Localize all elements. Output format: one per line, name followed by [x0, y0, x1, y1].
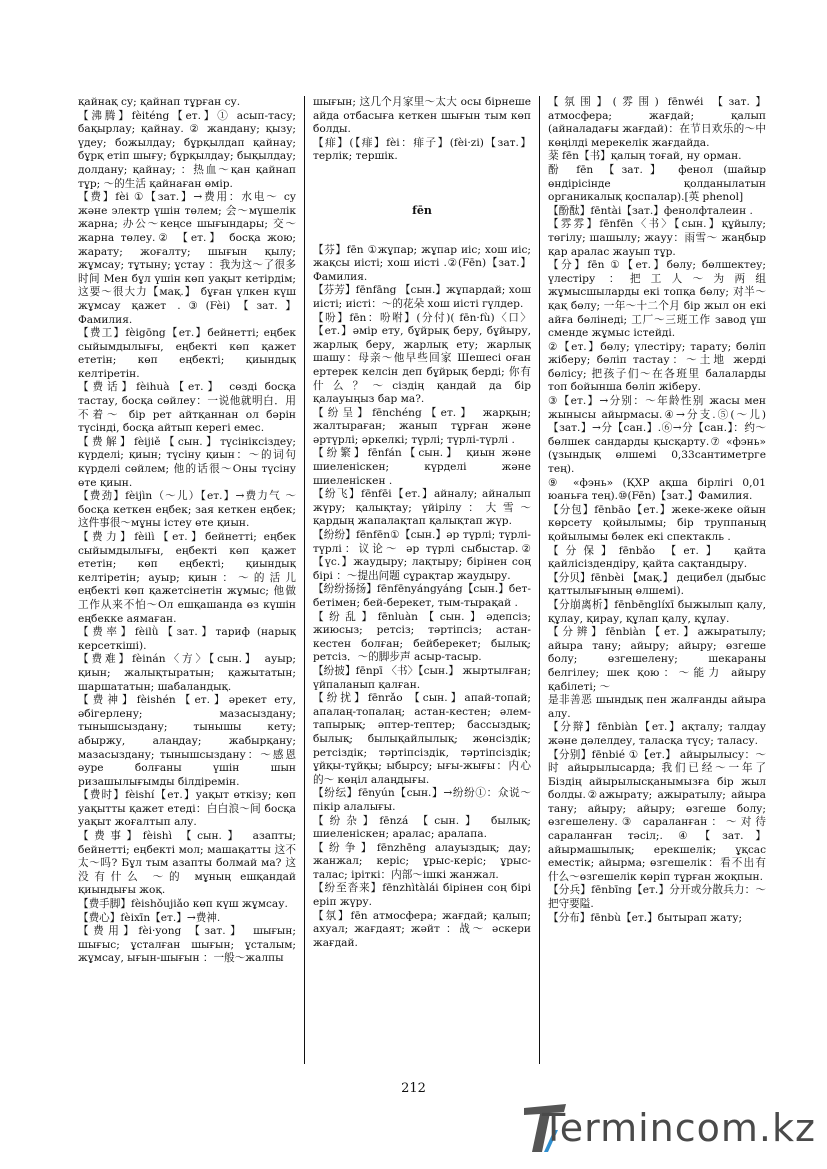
dictionary-entry: 【纷扰】fēnrǎo 【сын.】апай-топай; апалаң-топалаң; астан-кестен; әлем-тапырық; әптер-тептер; бассыздық; былық; былықайлылық; жөнсіздік; ретсіздік; тәртіпсіздік, тәртіпсіздік; ұйқы-тұйқы; ыбырсу; ығы-жығы：内心的～ көңіл алаңдығы.: [313, 692, 531, 786]
dictionary-entry: 【费手脚】fèishǒujiǎo көп күш жұмсау.: [78, 898, 288, 911]
dictionary-entry: ③【ет.】→分别：～年龄性别 жасы мен жынысы айырмасы.④→分支.⑤(～儿)【зат.】→分【сан.】.⑥→分【сан.】：约～ бөлшек сандарды қысқарту.⑦ «фэнь» (ұзындық өлшемі 0,33сантиметрге тең).: [548, 395, 766, 476]
dictionary-entry: 【分保】fēnbǎo 【ет.】 қайта қайлісіздендіру, қайта сақтандыру.: [548, 544, 766, 571]
page-number: 212: [401, 1081, 426, 1096]
dictionary-entry: 【芬】fēn ①жұпар; жұпар иіс; хош иіс; жақсы иісті; хош иісті .②(Fēn)【зат.】Фамилия.: [313, 243, 531, 283]
dictionary-entry: 【纷乱】fēnluàn【сын.】әдепсіз; жиюсыз; ретсіз; тәртіпсіз; астан-кестен болған; бейберекет; былық; ретсіз．～的脚步声 асыр-тасыр.: [313, 610, 531, 664]
column-separator: [539, 96, 540, 1064]
dictionary-entry: 【分别】fēnbié ①【ет.】 айырылысу：～时 айырылысарда; 我们已经～一年了 Біздің айырылысқанымызға бір жыл болды.②ажырату; ажыратылу; айыра тану; айыру; айыру; өзгеше болу; өзгешелену.③ сараланған：～对待 сараланған тәсіл;. ④【зат.】 айырмашылық; ерекшелік; ұқсас еместік; айырма; өзгешелік：看不出有什么～өзгешелік көріп тұрған жоқпын.: [548, 748, 766, 883]
dictionary-entry: 【纷纷扬扬】fēnfēnyángyáng【сын.】бет-бетімен; бей-берекет, тым-тырақай .: [313, 583, 531, 609]
dictionary-entry: 【费时】fèishí【ет.】уақыт өткізу; көп уақытты қажет етеді：白白浪～间 босқа уақыт жоғалтып алу.: [78, 789, 296, 829]
column-separator: [304, 96, 305, 1064]
dictionary-entry: 【费力】fèilì【ет.】бейнетті; еңбек сыйымдылығы, еңбекті көп қажет ететін; көп еңбекті; қиындық келтіретін; ауыр; қиын：～的活儿 еңбекті көп қажетсінетін жұмыс; 他做工作从来不怕～Ол ешқашанда өз күшін еңбекке аямаған.: [78, 531, 296, 625]
dictionary-entry: 【吩】fēn：吩咐】(分付)( fēn·fù)〈口〉【ет.】әмір ету, бұйрық беру, бұйыру, жарлық беру, жарлық ету; жарлық шашу：母亲～他早些回家 Шешесі оған ертерек келсін деп бұйрық берді; 你有什么？～сіздің қандай да бір қалауыңыз бар ма?.: [313, 311, 531, 406]
dictionary-entry: 【氛围】(雰围) fēnwéi 【зат.】 атмосфера; жағдай; қалып (айналадағы жағдай)：在节日欢乐的～中 көңілді мерекелік жағдайда.: [548, 96, 766, 149]
dictionary-entry: 棻 fēn【书】қалың тоғай, ну орман.: [548, 150, 742, 163]
dictionary-entry: 【费解】fèijiě【сын.】түсініксіздеу; күрделі; қиын; түсіну қиын：～的词句 күрделі сөйлем; 他的话很～Оны түсіну өте қиын.: [78, 435, 296, 489]
dictionary-column-2: [313, 96, 531, 1076]
dictionary-entry: 【痱】(【痱】fèi：痱子】(fèi·zi)【зат.】 терлік; тершік.: [313, 136, 531, 163]
dictionary-entry: 【分兵】fēnbīng【ет.】分开或分散兵力：～把守要隘.: [548, 884, 766, 911]
dictionary-entry: 【纷争】fēnzhēng алауыздық; дау; жанжал; керіс; ұрыс-керіс; ұрыс-талас; іріткі：内部～ішкі жанжал.: [313, 841, 531, 881]
dictionary-entry: 【分】fēn ①【ет.】бөлу; бөлшектеу; үлестіру ：把工人～为两组 жұмысшыларды екі топқа бөлу; 对半～қақ бөлу; 一年～十二个月 бір жыл он екі айға бөлінеді; 工厂～三班工作 завод үш сменде жұмыс істейді.: [548, 259, 766, 340]
dictionary-entry: 【纷纭】fēnyún【сын.】→纷纷①：众说～пікір алалығы.: [313, 787, 531, 813]
dictionary-entry: 【纷纷】fēnfēn①【сын.】әр түрлі; түрлі-түрлі：议论～ әр түрлі сыбыстар.②【үс.】жаудыру; лақтыру; бірінен соң бірі ：～提出问题 сұрақтар жаудыру.: [313, 529, 531, 582]
dictionary-entry: 【分包】fēnbāo【ет.】жеке-жеке ойын көрсету қойылымы; бір труппаның қойылымы бөлек екі спектакль .: [548, 503, 766, 543]
dictionary-entry: 是非善恶 шындық пен жалғанды айыра алу.: [548, 694, 766, 720]
dictionary-entry: 酚 fēn 【зат.】 фенол (шайыр өндірісінде қолданылатын органикалық қоспалар).[英 phenol]: [548, 163, 766, 204]
dictionary-entry: 【分辨】fēnbiàn【ет.】ажыратылу; айыра тану; айыру; айыру; өзгеше болу; өзгешелену; шекараны белгілеу; шек қою：～能力 айыру қабілеті; ～: [548, 626, 766, 693]
dictionary-entry: 【纷飞】fēnfēi【ет.】айналу; айналып жүру; қалықтау; үйірілу：大雪～ қардың жапалақтап қалықтап жүр.: [313, 488, 531, 528]
dictionary-column-1: [78, 96, 296, 1076]
dictionary-entry: 【费事】fèishì 【сын.】 азапты; бейнетті; еңбекті мол; машақатты 这不太～吗? Бұл тым азапты болмай ма? 这没有什么 ～的 мұның ешқандай қиындығы жоқ.: [78, 830, 296, 897]
dictionary-column-3: [548, 96, 766, 1076]
dictionary-entry: 【费率】fèilǜ【зат.】тариф (нарық керсеткіші).: [78, 626, 296, 652]
dictionary-entry: 【费心】fèixīn【ет.】→费神.: [78, 911, 221, 924]
dictionary-entry: 【纷杂】fēnzá 【сын.】 былық; шиеленіскен; аралас; аралапа.: [313, 814, 531, 841]
dictionary-entry: 【雰雰】fēnfēn〈书〉【сын.】құйылу; төгілу; шашылу; жауу：雨雪～ жаңбыр қар аралас жауып тұр.: [548, 218, 766, 258]
dictionary-entry: ⑨ «фэнь» (ҚХР ақша бірлігі 0,01 юаньға тең).⑩(Fēn)【зат.】Фамилия.: [548, 476, 766, 503]
dictionary-entry: 【费话】fèihuà【ет.】 сөзді босқа тастау, босқа сөйлеу：一说他就明白．用不着～ бір рет айтқаннан ол бәрін түсінді, босқа айтып керегі емес.: [78, 381, 296, 435]
dictionary-entry: 【费难】fèinán〈方〉【сын.】 ауыр; қиын; жалықтыратын; қажытатын; шаршататын; шабаландық.: [78, 653, 296, 693]
dictionary-entry: қайнақ су; қайнап тұрған су.: [78, 96, 241, 108]
section-heading: fēn: [412, 203, 432, 217]
dictionary-entry: 【分崩离析】fēnbēnglíxī быжылып қалу, құлау, қирау, құлап қалу, құлау.: [548, 598, 766, 625]
dictionary-entry: 【纷披】fēnpī 〈书〉【сын.】 жыртылған; үйпаланып қалған.: [313, 664, 531, 691]
dictionary-entry: 【分布】fēnbù【ет.】бытырап жату;: [548, 911, 743, 924]
dictionary-entry: 【纷至沓来】fēnzhìtàlái бірінен соң бірі еріп жүру.: [313, 882, 531, 909]
dictionary-entry: 【沸腾】fèiténg【ет.】① асып-тасу; бақырлау; қайнау. ② жандану; қызу; үдеу; божылдау; бұрқылдап қайнау; бұрқ етіп шығу; бұрқылдау; бықылдау; долдану; қайнау; ：热血～қан қайнап тұр; ～的生活 қайнаған өмір.: [78, 109, 296, 190]
dictionary-entry: 【氛】fēn атмосфера; жағдай; қалып; ахуал; жағдаят; жәйт ：战～ әскери жағдай.: [313, 909, 531, 949]
dictionary-entry: 【分贝】fēnbèi 【мақ.】 децибел (дыбыс қаттылығының өлшемі).: [548, 571, 766, 598]
dictionary-entry: 【酚酞】fēntài【зат.】фенолфталеин .: [548, 204, 753, 217]
dictionary-entry: 【费劲】fèijìn（～儿）【ет.】→费力气 ～босқа кеткен еңбек; зая кеткен еңбек; 这件事很～мұны істеу өте қиын.: [78, 490, 296, 530]
dictionary-entry: 【纷繁】fēnfán【сын.】 қиын және шиеленіскен; күрделі және шиеленіскен .: [313, 447, 531, 487]
dictionary-entry: шығын; 这几个月家里～太大 осы бірнеше айда отбасыға кеткен шығын тым көп болды.: [313, 96, 531, 136]
dictionary-entry: ②【ет.】бөлу; үлестіру; тарату; бөліп жіберу; бөліп тастау：～土地 жерді бөлісу; 把孩子们～在各班里 балаларды топ бойынша бөліп жіберу.: [548, 340, 766, 394]
dictionary-entry: 【芬芳】fēnfāng 【сын.】жұпардай; хош иісті; иісті：～的花朵 хош иісті гүлдер.: [313, 284, 531, 310]
termincom-logo[interactable]: [520, 1100, 820, 1156]
dictionary-entry: 【费神】fèishén【ет.】әрекет ету, әбігерлену; мазасыздану; тынышсыздану; тынышы кету; абыржу, алаңдау; жабырқану; мазасыздану; тынышсыздану：～感恩 әуре болғаны үшін шын ризашылығымды білдіремін.: [78, 694, 296, 788]
dictionary-entry: 【费工】fèigōng【ет.】бейнетті; еңбек сыйымдылығы, еңбекті көп қажет ететін; көп еңбекті; қиындық келтіретін.: [78, 327, 296, 380]
dictionary-entry: 【纷呈】fēnchéng【ет.】 жарқын; жалтыраған; жанып тұрған және әртүрлі; әркелкі; түрлі; түрлі-түрлі .: [313, 406, 531, 446]
dictionary-entry: 【费】fèi ①【зат.】→费用：水电～ су және электр үшін төлем; 会～мүшелік жарна; 办公～кеңсе шығындары; 交～жарна төлеу.② 【ет.】 босқа жою; жарату; жоғалту; шығын қылу; жұмсау; тұтыну; ұстау ：我为这～了很多时间 Мен бұл үшін көп уақыт кетірдім; 这要～很大力【мақ.】 бұған үлкен күш жұмсау қажет .③(Fèi)【зат.】Фамилия.: [78, 191, 296, 326]
logo-text: Termincom.kz: [542, 1106, 816, 1150]
dictionary-entry: 【费用】fèi·yong 【зат.】 шығын; шығыс; ұсталған шығын; ұсталым; жұмсау, ығын-шығын ：一般～жалпы: [78, 925, 296, 965]
dictionary-entry: 【分辩】fēnbiàn【ет.】ақталу; талдау және дәлелдеу, таласқа түсу; таласу.: [548, 721, 766, 747]
